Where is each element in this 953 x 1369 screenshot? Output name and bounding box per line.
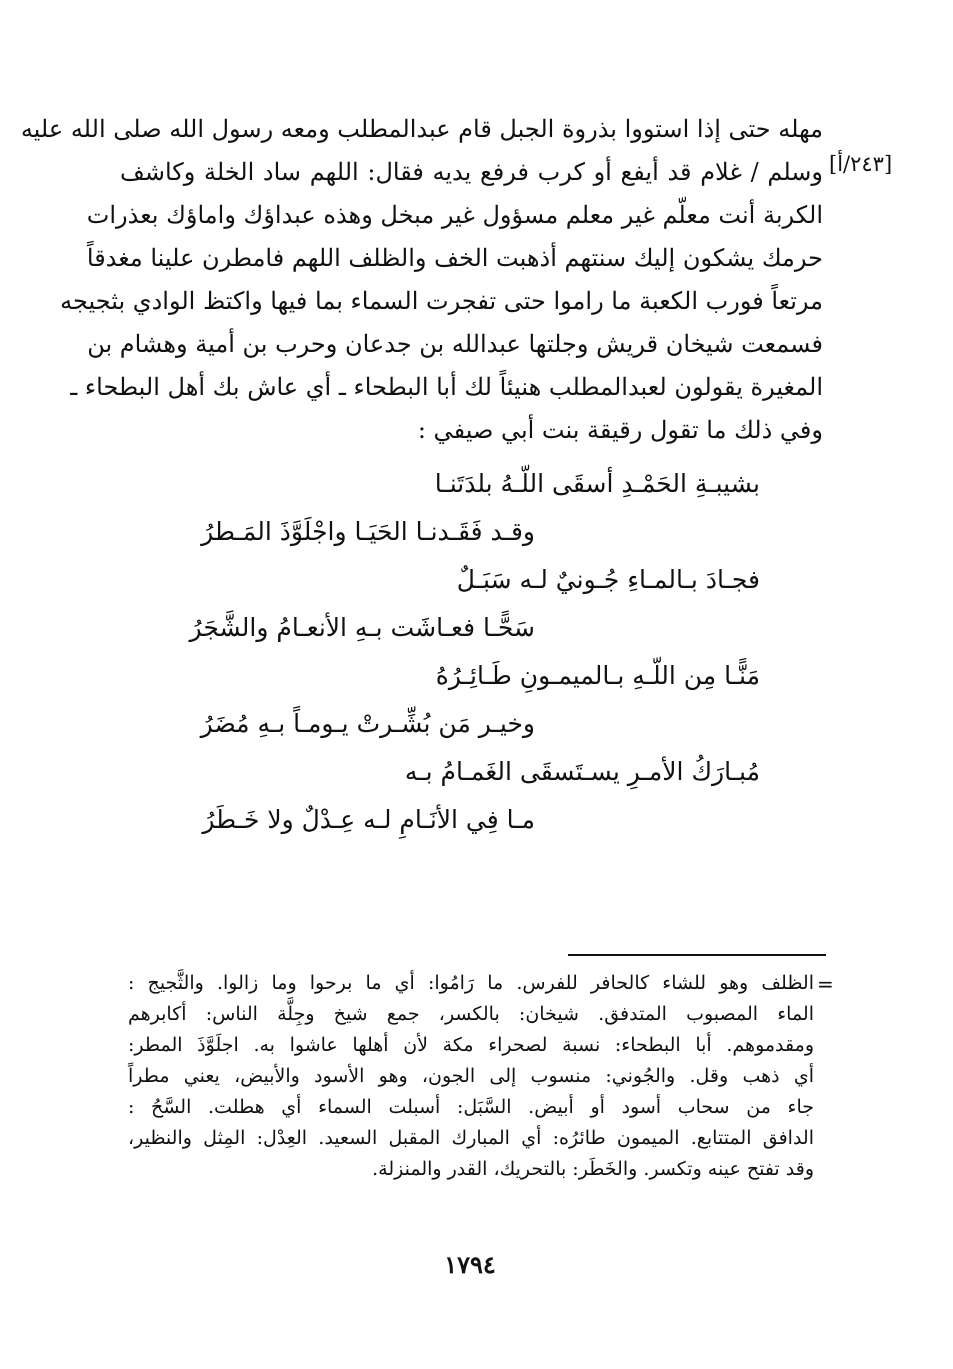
poem-hemistich: مَنًّـا مِن اللّـهِ بـالميمـونِ طَـائِـرُهُ <box>435 661 760 690</box>
body-line: وسلم / غلام قد أيفع أو كرب فرفع يديه فقال: اللهم ساد الخلة وكاشف <box>120 158 823 186</box>
footnote-continuation-mark: = <box>817 972 834 996</box>
body-line: المغيرة يقولون لعبدالمطلب هنيئاً لك أبا البطحاء ـ أي عاش بك أهل البطحاء ـ <box>70 373 823 401</box>
poem-hemistich: مـا فِي الأنَـامِ لـه عِـدْلٌ ولا خَـطَرُ <box>202 805 535 834</box>
footnotes <box>128 968 814 1185</box>
footnote-line: الظلف وهو للشاء كالحافر للفرس. ما رَامُوا: أي ما برحوا وما زالوا. والثَّجيج : <box>128 972 814 994</box>
body-line: الكربة أنت معلّم غير معلم مسؤول غير مبخل وهذه عبداؤك واماؤك بعذرات <box>86 201 823 229</box>
marginal-folio-reference: [٢٤٣/أ] <box>829 152 893 176</box>
body-line: مرتعاً فورب الكعبة ما راموا حتى تفجرت السماء بما فيها واكتظ الوادي بثجيجه <box>60 287 823 315</box>
poem-hemistich: فجـادَ بـالمـاءِ جُـونيٌ لـه سَبَـلٌ <box>456 565 760 594</box>
poem-hemistich: سَحًّـا فعـاشَت بـهِ الأنعـامُ والشَّجَرُ <box>189 613 535 642</box>
body-line: فسمعت شيخان قريش وجلتها عبدالله بن جدعان وحرب بن أمية وهشام بن <box>87 330 823 358</box>
page-number: ١٧٩٤ <box>444 1250 496 1279</box>
footnote-line: الماء المصبوب المتدفق. شيخان: بالكسر، جمع شيخ وجِلَّة الناس: أكابرهم <box>128 1003 814 1025</box>
body-line: مهله حتى إذا استووا بذروة الجبل قام عبدالمطلب ومعه رسول الله صلى الله عليه <box>20 115 823 143</box>
poem-hemistich: بشيبـةِ الحَمْـدِ أسقَى اللّـهُ بلدَتَنـا <box>434 469 760 498</box>
poem-hemistich: وخيـر مَن بُشِّـرتْ يـومـاً بـهِ مُضَرُ <box>200 709 535 738</box>
footnote-line: جاء من سحاب أسود أو أبيض. السَّبَل: أسبلت السماء أي هطلت. السَّحُ : <box>128 1096 814 1118</box>
main-text <box>20 108 823 452</box>
body-line: حرمك يشكون إليك سنتهم أذهبت الخف والظلف اللهم فامطرن علينا مغدقاً <box>86 244 823 272</box>
footnote-line: ومقدموهم. أبا البطحاء: نسبة لصحراء مكة لأن أهلها عاشوا به. اجلَوَّذَ المطر: <box>128 1034 814 1056</box>
poem-hemistich: مُبـارَكُ الأمـرِ يسـتَسقَى الغَمـامُ بـه <box>404 757 760 786</box>
footnote-line: وقد تفتح عينه وتكسر. والخَطَر: بالتحريك، القدر والمنزلة. <box>372 1158 814 1180</box>
footnote-line: أي ذهب وقل. والجُوني: منسوب إلى الجون، وهو الأسود والأبيض، يعني مطراً <box>128 1065 814 1087</box>
body-line: وفي ذلك ما تقول رقيقة بنت أبي صيفي : <box>417 416 823 444</box>
footnote-line: الدافق المتتابع. الميمون طائرُه: أي المبارك المقبل السعيد. العِدْل: المِثل والنظير، <box>128 1127 814 1149</box>
footnote-separator <box>568 954 826 956</box>
poem-hemistich: وقـد فَقَـدنـا الحَيَـا واجْلَوَّذَ المَـطرُ <box>201 517 535 546</box>
